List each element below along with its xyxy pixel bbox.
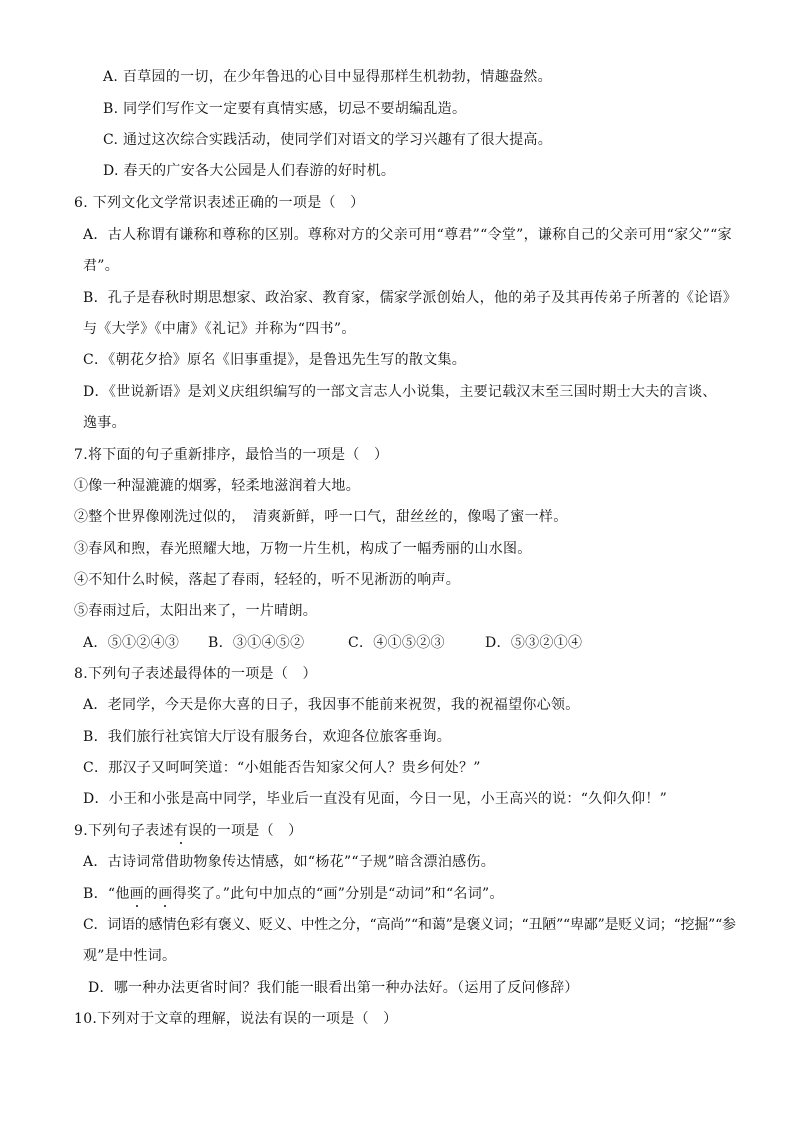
q8-option-c: C．那汉子又呵呵笑道：“小姐能否告知家父何人？贵乡何处？” [83, 760, 481, 776]
q8-option-b: B．我们旅行社宾馆大厅设有服务台，欢迎各位旅客垂询。 [83, 729, 452, 745]
question-6: 6. 下列文化文学常识表述正确的一项是（ ） [74, 195, 365, 211]
question-7: 7.将下面的句子重新排序，最恰当的一项是（ ） [74, 447, 389, 463]
q5-option-c: C. 通过这次综合实践活动，使同学们对语文的学习兴趣有了很大提高。 [103, 132, 553, 148]
q7-option-b: B．③①④⑤② [208, 635, 305, 651]
q5-option-a: A. 百草园的一切，在少年鲁迅的心目中显得那样生机勃勃，情趣盎然。 [103, 69, 552, 85]
q7-sentence-4: ④不知什么时候，落起了春雨，轻轻的，听不见淅沥的响声。 [74, 572, 461, 588]
q7-sentence-3: ③春风和煦，春光照耀大地，万物一片生机，构成了一幅秀丽的山水图。 [74, 541, 532, 557]
q9-option-a: A．古诗词常借助物象传达情感，如“杨花”“子规”暗含漂泊感伤。 [83, 854, 496, 870]
q7-option-a: A．⑤①②④③ [83, 635, 180, 651]
q7-options [83, 634, 582, 652]
emphasis-dot-char: 画 [129, 886, 144, 902]
q6-option-a-line2: 君”。 [83, 258, 120, 274]
q7-option-d: D．⑤③②①④ [485, 635, 583, 651]
q5-option-d: D. 春天的广安各大公园是人们春游的好时机。 [103, 163, 396, 179]
q5-option-b: B. 同学们写作文一定要有真情实感，切忌不要胡编乱造。 [103, 101, 467, 117]
q8-option-d: D．小王和小张是高中同学，毕业后一直没有见面，今日一见，小王高兴的说：“久仰久仰！” [83, 791, 668, 807]
q6-option-b-line2: 与《大学》《中庸》《礼记》并称为“四书”。 [83, 321, 356, 337]
emphasis-dot-char: 有 [173, 823, 189, 839]
q6-option-b-line1: B．孔子是春秋时期思想家、政治家、教育家，儒家学派创始人，他的弟子及其再传弟子所著的《论语》 [83, 290, 738, 306]
q7-sentence-1: ①像一种湿漉漉的烟雾，轻柔地滋润着大地。 [74, 478, 360, 494]
q8-option-a: A．老同学，今天是你大喜的日子，我因事不能前来祝贺，我的祝福望你心领。 [83, 697, 580, 713]
q9-option-c-line2: 观”是中性词。 [83, 948, 177, 964]
q7-sentence-5: ⑤春雨过后，太阳出来了，一片晴朗。 [74, 603, 318, 619]
q9-option-b: B．“他画的画得奖了。”此句中加点的“画”分别是“动词”和“名词”。 [83, 886, 504, 902]
q7-sentence-2: ②整个世界像刚洗过似的， 清爽新鲜，呼一口气，甜丝丝的，像喝了蜜一样。 [74, 509, 568, 525]
q6-option-d-line2: 逸事。 [83, 415, 126, 431]
question-8: 8.下列句子表述最得体的一项是（ ） [74, 666, 317, 682]
q6-option-a-line1: A．古人称谓有谦称和尊称的区别。尊称对方的父亲可用“尊君”“令堂”，谦称自己的父亲可用“家父”“家 [83, 227, 732, 243]
q6-option-c: C．《朝花夕拾》原名《旧事重提》，是鲁迅先生写的散文集。 [83, 352, 467, 368]
question-10: 10.下列对于文章的理解，说法有误的一项是（ ） [74, 1011, 398, 1027]
q6-option-d-line1: D．《世说新语》是刘义庆组织编写的一部文言志人小说集，主要记载汉末至三国时期士大夫的言谈、 [83, 384, 717, 400]
question-9: 9.下列句子表述有误的一项是（ ） [74, 823, 303, 839]
emphasis-dot-char: 画 [158, 886, 173, 902]
q9-option-d: D．哪一种办法更省时间？我们能一眼看出第一种办法好。（运用了反问修辞） [88, 980, 579, 996]
q9-option-c-line1: C．词语的感情色彩有褒义、贬义、中性之分，“高尚”“和蔼”是褒义词；“丑陋”“卑鄙”是贬义词；“挖掘”“参 [83, 917, 736, 933]
q7-option-c: C．④①⑤②③ [348, 635, 445, 651]
